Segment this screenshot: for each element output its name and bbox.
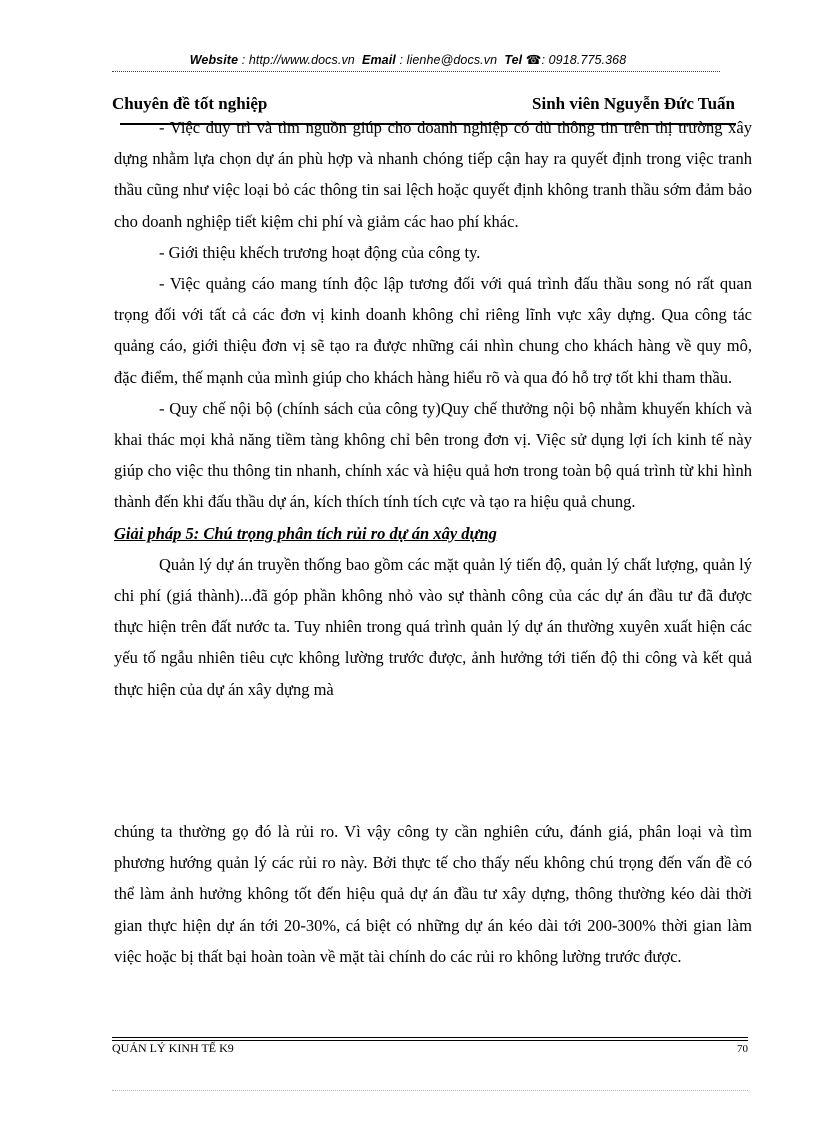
website-label: Website	[189, 53, 239, 67]
footer-department: QUẢN LÝ KINH TẾ K9	[112, 1041, 234, 1055]
section-heading: Giải pháp 5: Chú trọng phân tích rủi ro dự án xây dựng	[114, 523, 497, 543]
body-text-top	[114, 112, 752, 705]
paragraph-6: chúng ta thường gọ đó là rủi ro. Vì vậy công ty cần nghiên cứu, đánh giá, phân loại và tìm phương hướng quản lý các rủi ro này. Bởi thực tế cho thấy nếu không chú trọng đến vấn đề có thể làm ảnh hưởng không tốt đến hiệu quả dự án đầu tư xây dựng, thông thường kéo dài thời gian thực hiện dự án tới 20-30%, cá biệt có những dự án kéo dài tới 200-300% thời gian làm việc hoặc bị thất bại hoàn toàn về mặt tài chính do các rủi ro không lường trước được.	[114, 822, 752, 966]
tel-label: Tel	[504, 53, 523, 67]
section-heading-row	[114, 518, 752, 549]
page-number: 70	[737, 1043, 748, 1055]
paragraph-4: - Quy chế nội bộ (chính sách của công ty)Quy chế thưởng nội bộ nhằm khuyến khích và khai thác mọi khả năng tiềm tàng không chỉ bên trong đơn vị. Việc sử dụng lợi ích kinh tế này giúp cho việc thu thông tin nhanh, chính xác và hiệu quả hơn trong toàn bộ quá trình từ khi hình thành đến khi đấu thầu dự án, kích thích tính tích cực và tạo ra hiệu quả chung.	[114, 398, 752, 512]
email-label: Email	[362, 53, 396, 67]
phone-icon: ☎	[525, 53, 542, 67]
paragraph-1: - Việc duy trì và tìm nguồn giúp cho doanh nghiệp có đủ thông tin trên thị trường xây dựng nhằm lựa chọn dự án phù hợp và nhanh chóng tiếp cận hay ra quyết định trong việc tranh thầu cũng như việc loại bỏ các thông tin sai lệch hoặc quyết định không tranh thầu sớm đảm bảo cho doanh nghiệp tiết kiệm chi phí và giảm các hao phí khác.	[114, 118, 752, 231]
website-banner	[0, 52, 816, 67]
page-bottom-divider	[112, 1090, 748, 1091]
body-text-bottom	[114, 816, 752, 972]
top-divider	[112, 71, 720, 72]
header-divider	[120, 123, 736, 125]
email-address[interactable]: : lienhe@docs.vn	[399, 53, 498, 67]
website-url[interactable]: : http://www.docs.vn	[241, 53, 355, 67]
paragraph-2: - Giới thiệu khếch trương hoạt động của công ty.	[159, 242, 481, 262]
footer-divider-top	[112, 1037, 748, 1038]
header-author: Sinh viên Nguyễn Đức Tuấn	[532, 94, 735, 113]
header-title: Chuyên đề tốt nghiệp	[112, 94, 268, 113]
paragraph-5: Quản lý dự án truyền thống bao gồm các mặt quản lý tiến độ, quản lý chất lượng, quản lý chi phí (giá thành)...đã góp phần không nhỏ vào sự thành công của các dự án đầu tư đã được thực hiện trên đất nước ta. Tuy nhiên trong quá trình quản lý dự án thường xuyên xuất hiện các yếu tố ngẫu nhiên tiêu cực không lường trước được, ảnh hưởng tới tiến độ thi công và kết quả thực hiện của dự án xây dựng mà	[114, 554, 752, 699]
tel-number: : 0918.775.368	[541, 53, 627, 67]
paragraph-3: - Việc quảng cáo mang tính độc lập tương đối với quá trình đấu thầu song nó rất quan trọng đối với tất cả các đơn vị kinh doanh không chỉ riêng lĩnh vực xây dựng. Qua công tác quảng cáo, giới thiệu đơn vị sẽ tạo ra được những cái nhìn chung cho khách hàng về quy mô, đặc điểm, thế mạnh của mình giúp cho khách hàng hiểu rõ và qua đó hỗ trợ tốt khi tham thầu.	[114, 274, 752, 387]
